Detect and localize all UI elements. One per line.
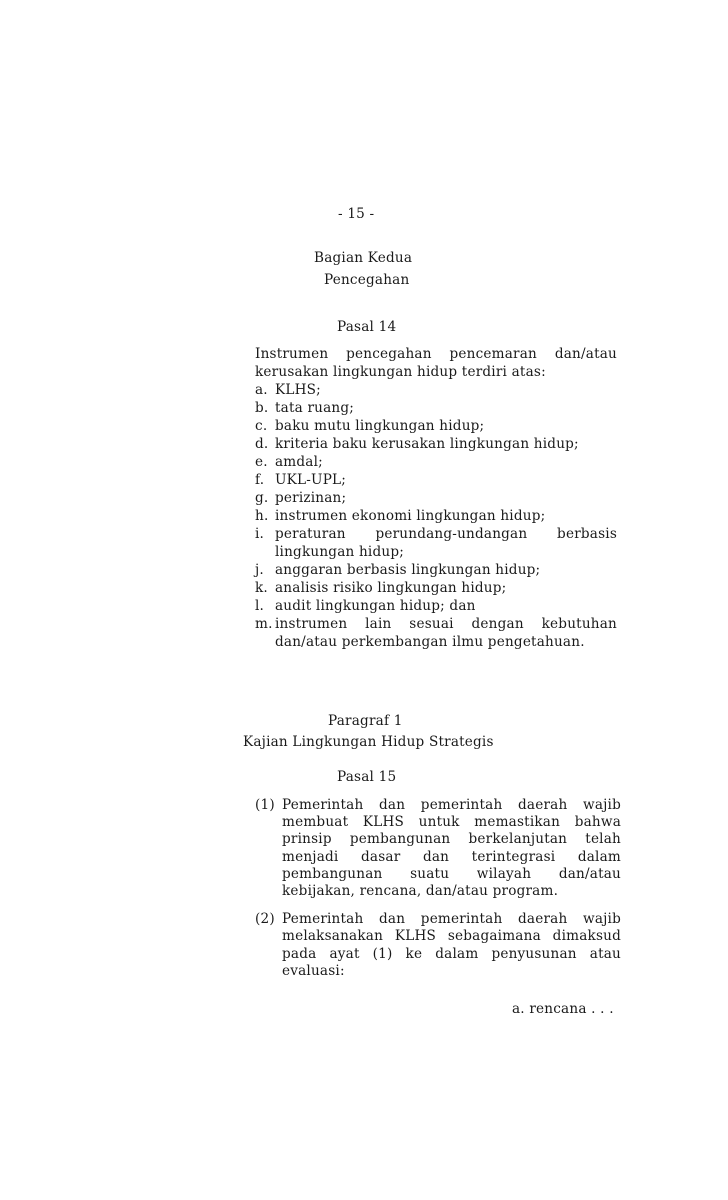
paragraf-heading: Paragraf 1 (328, 713, 403, 729)
list-item-text: kriteria baku kerusakan lingkungan hidup; (275, 436, 579, 452)
list-item-text: baku mutu lingkungan hidup; (275, 418, 485, 434)
list-item-text: audit lingkungan hidup; dan (275, 598, 476, 614)
list-marker: h. (255, 508, 269, 524)
ayat-marker: (2) (255, 911, 275, 928)
ayat-text-line: evaluasi: (282, 962, 345, 979)
list-marker: k. (255, 580, 268, 596)
list-item-text: UKL-UPL; (275, 472, 347, 488)
list-marker: c. (255, 418, 268, 434)
ayat-marker: (1) (255, 797, 275, 813)
list-item-text: lingkungan hidup; (275, 544, 405, 560)
list-marker: j. (255, 562, 264, 578)
pasal-14-list (255, 381, 617, 651)
list-item (255, 471, 617, 489)
section-title: Pencegahan (324, 272, 410, 288)
page-number: - 15 - (338, 206, 375, 222)
list-item (255, 435, 617, 453)
list-item-text: instrumen lain sesuai dengan kebutuhan (275, 616, 617, 632)
list-marker: l. (255, 598, 265, 614)
list-marker: f. (255, 472, 265, 488)
list-item (255, 561, 617, 579)
ayat-text-line: Pemerintah dan pemerintah daerah wajib (282, 911, 621, 928)
pasal-14-intro-line: kerusakan lingkungan hidup terdiri atas: (255, 364, 546, 380)
pasal-14-intro-line: Instrumen pencegahan pencemaran dan/atau (255, 346, 617, 362)
list-marker: e. (255, 454, 268, 470)
list-item (255, 381, 617, 399)
list-item-text: instrumen ekonomi lingkungan hidup; (275, 508, 546, 524)
list-marker: b. (255, 400, 269, 416)
list-item (255, 489, 617, 507)
list-item-text: amdal; (275, 454, 323, 470)
list-marker: d. (255, 436, 269, 452)
ayat-text-line: melaksanakan KLHS sebagaimana dimaksud (282, 928, 621, 945)
pasal-14-heading: Pasal 14 (337, 319, 397, 335)
continuation-catchword: a. rencana . . . (512, 1001, 614, 1017)
ayat-text-line: membuat KLHS untuk memastikan bahwa (282, 814, 621, 831)
list-item-text: anggaran berbasis lingkungan hidup; (275, 562, 541, 578)
pasal-15-heading: Pasal 15 (337, 769, 397, 785)
list-item (255, 507, 617, 525)
list-item (255, 579, 617, 597)
list-item (255, 453, 617, 471)
ayat-text-line: pembangunan suatu wilayah dan/atau (282, 865, 621, 882)
pasal-15-ayat-list (255, 797, 621, 980)
list-item (255, 417, 617, 435)
list-item-text: analisis risiko lingkungan hidup; (275, 580, 507, 596)
list-marker: m. (255, 616, 273, 632)
list-item-text: tata ruang; (275, 400, 355, 416)
section-heading: Bagian Kedua (314, 250, 413, 266)
list-marker: g. (255, 490, 269, 506)
list-item (255, 525, 617, 561)
list-item (255, 399, 617, 417)
list-marker: a. (255, 382, 268, 398)
pasal-14-intro (255, 345, 617, 381)
ayat-text-line: prinsip pembangunan berkelanjutan telah (282, 831, 621, 848)
ayat-item (255, 797, 621, 900)
ayat-text-line: kebijakan, rencana, dan/atau program. (282, 883, 559, 900)
paragraf-title: Kajian Lingkungan Hidup Strategis (243, 734, 494, 750)
ayat-text-line: Pemerintah dan pemerintah daerah wajib (282, 797, 621, 813)
list-item-text: KLHS; (275, 382, 321, 398)
list-item-text: perizinan; (275, 490, 347, 506)
list-item-text: peraturan perundang-undangan berbasis (275, 526, 617, 542)
list-marker: i. (255, 526, 265, 542)
ayat-text-line: menjadi dasar dan terintegrasi dalam (282, 848, 621, 865)
ayat-text-line: pada ayat (1) ke dalam penyusunan atau (282, 945, 621, 962)
list-item (255, 615, 617, 651)
list-item-text: dan/atau perkembangan ilmu pengetahuan. (275, 634, 585, 650)
ayat-item (255, 911, 621, 980)
list-item (255, 597, 617, 615)
